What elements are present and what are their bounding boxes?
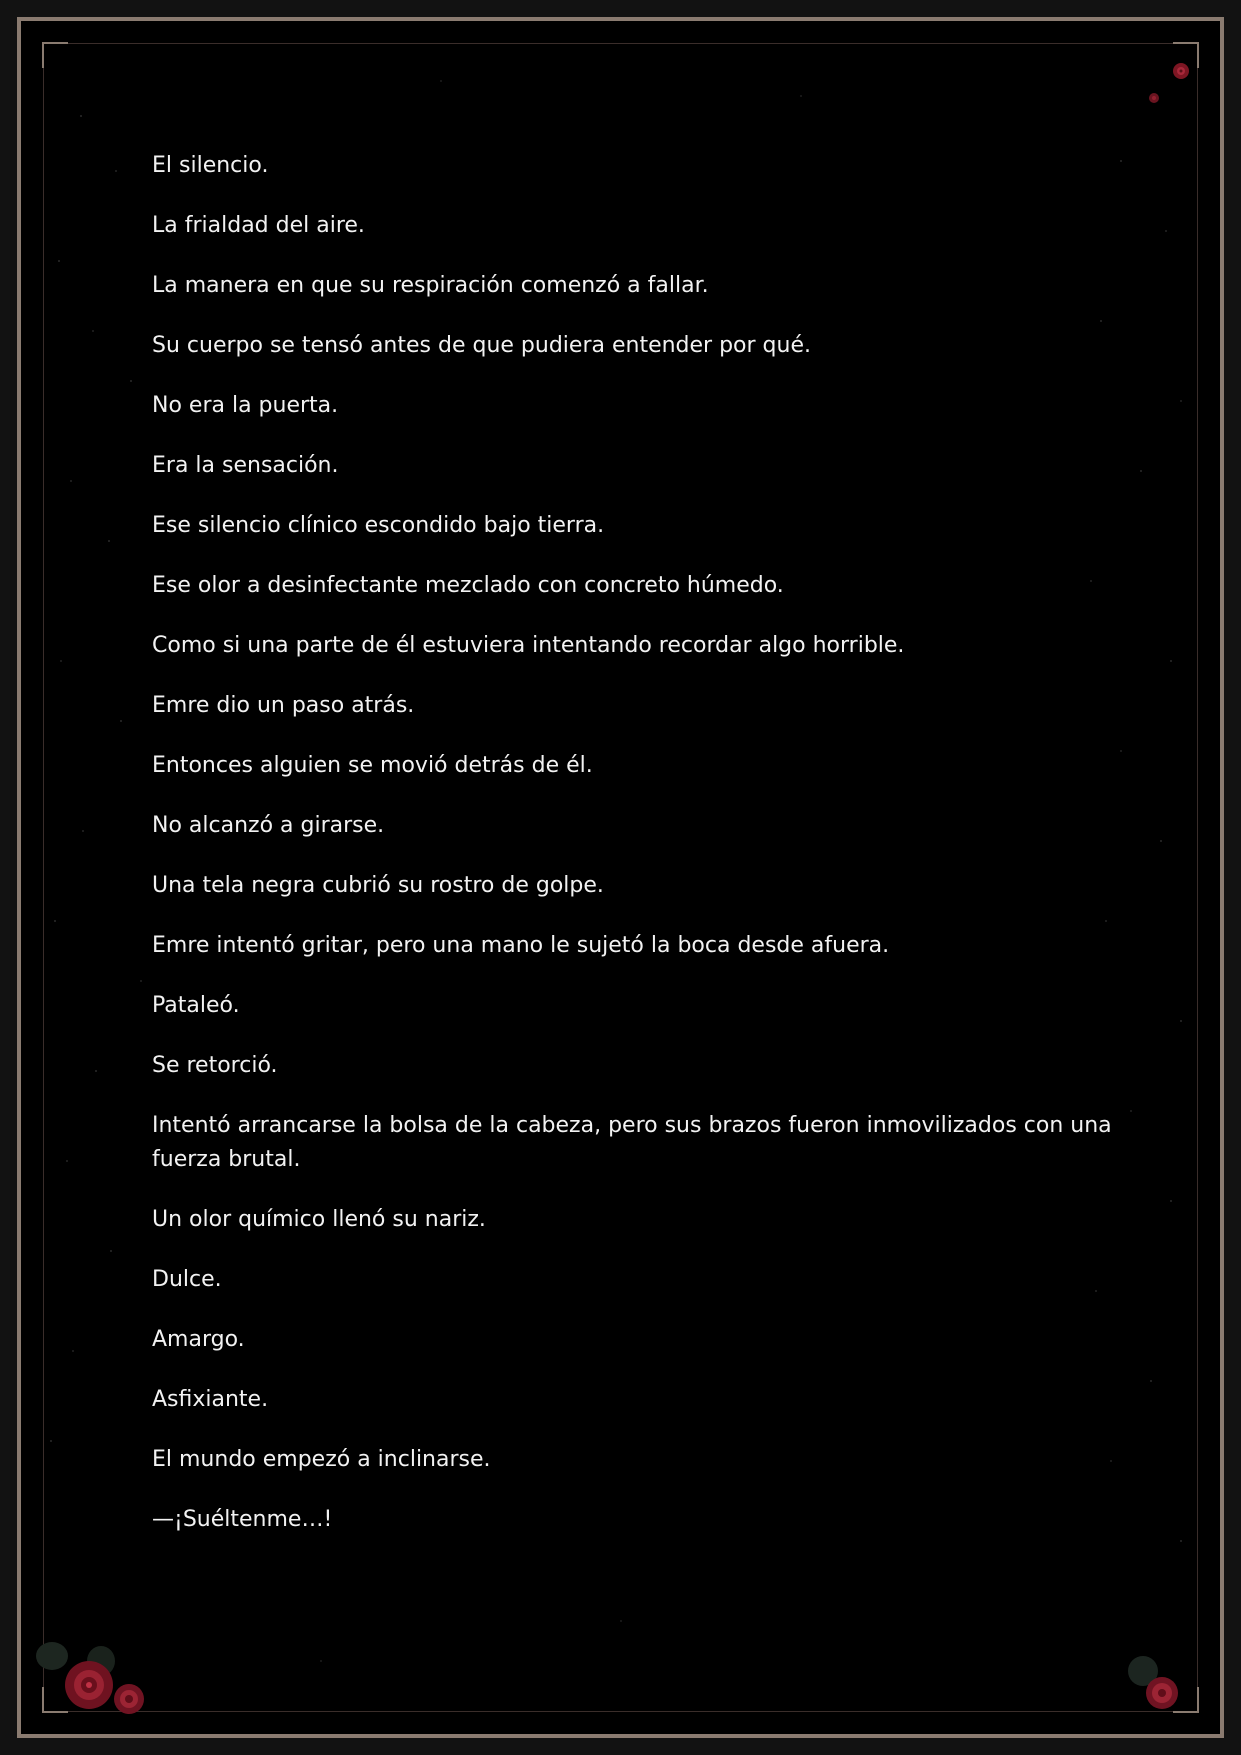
- corner-ornament-bottom-right: [1173, 1687, 1199, 1713]
- corner-ornament-bottom-left: [42, 1687, 68, 1713]
- paragraph: Asfixiante.: [152, 1387, 269, 1412]
- paragraph: Emre dio un paso atrás.: [152, 693, 415, 718]
- paragraph: Intentó arrancarse la bolsa de la cabeza, pero sus brazos fueron inmovilizados con una fuerza brutal.: [152, 1113, 1112, 1172]
- paragraph: Ese olor a desinfectante mezclado con concreto húmedo.: [152, 573, 784, 598]
- paragraph: Ese silencio clínico escondido bajo tierra.: [152, 513, 605, 538]
- paragraph: Pataleó.: [152, 993, 240, 1018]
- paragraph: Entonces alguien se movió detrás de él.: [152, 753, 593, 778]
- paragraph: Era la sensación.: [152, 453, 339, 478]
- story-text: [152, 149, 1112, 1563]
- paragraph: Emre intentó gritar, pero una mano le sujetó la boca desde afuera.: [152, 933, 890, 958]
- paragraph: El silencio.: [152, 153, 269, 178]
- paragraph: Una tela negra cubrió su rostro de golpe.: [152, 873, 604, 898]
- paragraph: No alcanzó a girarse.: [152, 813, 385, 838]
- paragraph: Su cuerpo se tensó antes de que pudiera entender por qué.: [152, 333, 811, 358]
- paragraph: —¡Suéltenme…!: [152, 1507, 333, 1532]
- paragraph: Un olor químico llenó su nariz.: [152, 1207, 486, 1232]
- paragraph: El mundo empezó a inclinarse.: [152, 1447, 491, 1472]
- paragraph: La frialdad del aire.: [152, 213, 365, 238]
- corner-ornament-top-right: [1173, 42, 1199, 68]
- paragraph: Se retorció.: [152, 1053, 278, 1078]
- page: [17, 17, 1224, 1738]
- paragraph: Dulce.: [152, 1267, 222, 1292]
- paragraph: Amargo.: [152, 1327, 245, 1352]
- paragraph: No era la puerta.: [152, 393, 339, 418]
- paragraph: La manera en que su respiración comenzó a fallar.: [152, 273, 709, 298]
- corner-ornament-top-left: [42, 42, 68, 68]
- paragraph: Como si una parte de él estuviera intentando recordar algo horrible.: [152, 633, 905, 658]
